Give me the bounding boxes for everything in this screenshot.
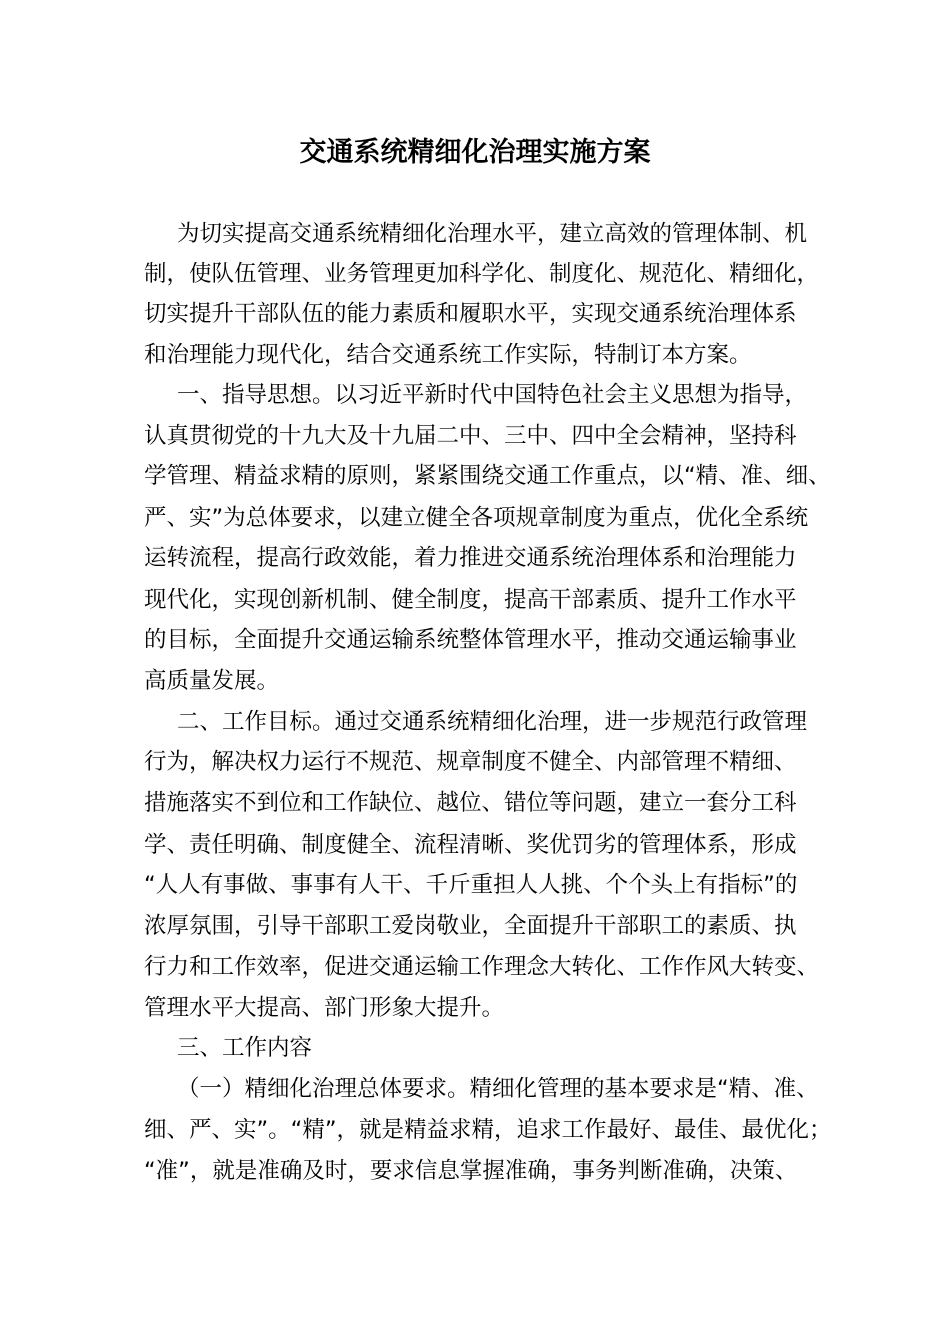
body-line: 运转流程，提高行政效能，着力推进交通系统治理体系和治理能力: [144, 545, 797, 571]
body-line: 浓厚氛围，引导干部职工爱岗敬业，全面提升干部职工的素质、执: [144, 913, 797, 939]
body-line: 学管理、精益求精的原则，紧紧围绕交通工作重点，以“精、准、细、: [144, 463, 831, 489]
body-line: 一、指导思想。以习近平新时代中国特色社会主义思想为指导，: [177, 382, 808, 408]
body-line: 学、责任明确、制度健全、流程清晰、奖优罚劣的管理体系，形成: [144, 832, 797, 858]
body-line: 切实提升干部队伍的能力素质和履职水平，实现交通系统治理体系: [144, 301, 797, 327]
body-line: 行力和工作效率，促进交通运输工作理念大转化、工作作风大转变、: [144, 954, 820, 980]
body-line: 管理水平大提高、部门形象大提升。: [144, 995, 505, 1021]
body-line: 为切实提高交通系统精细化治理水平，建立高效的管理体制、机: [177, 221, 808, 247]
body-line: 认真贯彻党的十九大及十九届二中、三中、四中全会精神，坚持科: [144, 423, 797, 449]
body-line: 二、工作目标。通过交通系统精细化治理，进一步规范行政管理: [177, 709, 808, 735]
body-line: 现代化，实现创新机制、健全制度，提高干部素质、提升工作水平: [144, 587, 797, 613]
body-line: “人人有事做、事事有人干、千斤重担人人挑、个个头上有指标”的: [144, 872, 798, 898]
body-line: 的目标，全面提升交通运输系统整体管理水平，推动交通运输事业: [144, 627, 797, 653]
body-line: 制，使队伍管理、业务管理更加科学化、制度化、规范化、精细化，: [144, 261, 820, 287]
body-line: “准”，就是准确及时，要求信息掌握准确，事务判断准确，决策、: [144, 1158, 798, 1184]
section-heading: 三、工作内容: [177, 1035, 313, 1061]
body-line: 措施落实不到位和工作缺位、越位、错位等问题，建立一套分工科: [144, 790, 797, 816]
body-line: 高质量发展。: [144, 668, 280, 694]
body-line: （一）精细化治理总体要求。精细化管理的基本要求是“精、准、: [177, 1076, 819, 1102]
document-title: 交通系统精细化治理实施方案: [299, 137, 651, 168]
body-line: 和治理能力现代化，结合交通系统工作实际，特制订本方案。: [144, 342, 752, 368]
body-line: 细、严、实”。“精”，就是精益求精，追求工作最好、最佳、最优化；: [144, 1117, 832, 1143]
body-line: 严、实”为总体要求，以建立健全各项规章制度为重点，优化全系统: [144, 505, 809, 531]
body-line: 行为，解决权力运行不规范、规章制度不健全、内部管理不精细、: [144, 749, 797, 775]
